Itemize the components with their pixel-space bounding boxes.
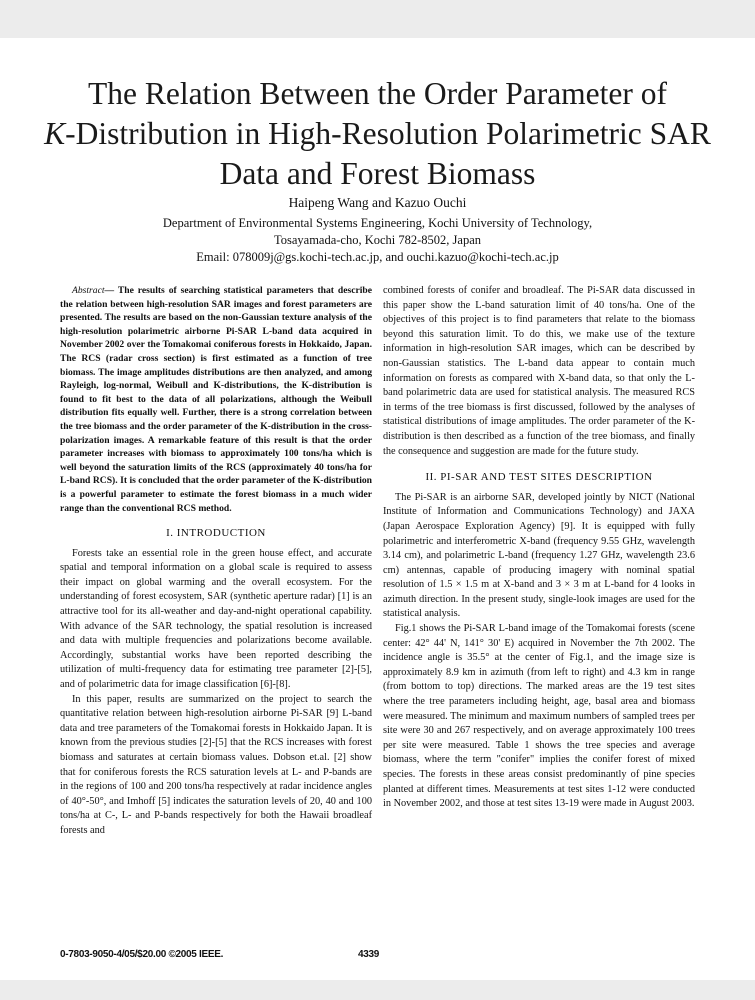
author-department: Department of Environmental Systems Engineering, Kochi University of Technology, xyxy=(162,216,593,230)
page-number: 4339 xyxy=(358,949,380,960)
right-column xyxy=(383,284,695,812)
author-email: Email: 078009j@gs.kochi-tech.ac.jp, and ouchi.kazuo@kochi-tech.ac.jp xyxy=(196,250,559,264)
intro-paragraph-2: In this paper, results are summarized on the project to search the quantitative relation between high-resolution airborne Pi-SAR [9] L-band data and tree parameters of the Tomakomai forests in Hokkaido Japan. It is known from the previous studies [2]-[5] that the RCS increases with forest biomass and saturates at certain biomass values. Dobson et.al. [2] show that for coniferous forests the RCS saturation levels at L- and P-bands are in the regions of 100 and 200 tons/ha respectively at radar incidence angles of 40°-50°, and Imhoff [5] indicates the saturation levels of 20, 40 and 100 tons/ha at C-, L- and P-bands respectively for both the Hawaii broadleaf forests and xyxy=(60,693,372,836)
title-line-3: Data and Forest Biomass xyxy=(219,156,536,191)
paper-page xyxy=(0,38,755,980)
title-line-2-rest: -Distribution in High-Resolution Polarimetric SAR xyxy=(65,116,711,151)
copyright-footer: 0-7803-9050-4/05/$20.00 ©2005 IEEE. xyxy=(60,949,224,960)
section-heading-pi-sar: II. PI-SAR AND TEST SITES DESCRIPTION xyxy=(425,471,653,484)
author-block xyxy=(40,194,715,266)
abstract-text: — The results of searching statistical parameters that describe the relation between high-resolution SAR images and forest parameters are presented. The results are based on the non-Gaussian texture analysis of the high-resolution polarimetric airborne Pi-SAR L-band data acquired in November 2002 over the Tomakomai coniferous forests in Hokkaido, Japan. The RCS (radar cross section) is first estimated as a function of tree biomass. The image amplitudes distributions are then analyzed, and among Rayleigh, log-normal, Weibull and K-distributions, the K-distribution is found to fit best to the data of all polarizations, although the Weibull distribution fits equally well. Further, there is a strong correlation between the tree biomass and the order parameter of the K-distribution in the cross-polarization images. A remarkable feature of this result is that the order parameter increases with biomass to approximately 100 tons/ha which is well beyond the saturation limits of the RCS (approximately 40 tons/ha for L-band RCS). It is concluded that the order parameter of the K-distribution is a powerful parameter to estimate the forest biomass in a much wider range than the conventional RCS method. xyxy=(60,285,372,514)
pisar-paragraph-2: Fig.1 shows the Pi-SAR L-band image of the Tomakomai forests (scene center: 42° 44' N, 141° 30' E) acquired in November the 7th 2002. The incidence angle is 35.5° at the center of Fig.1, and the image size is approximately 8.9 km in azimuth (from left to right) and 4.3 km in range (from bottom to top) directions. The marked areas are the 19 test sites where the tree parameters including height, age, basal area and biomass were measured. The minimum and maximum numbers of sampled trees per site were 30 and 267 respectively, and on average approximately 100 trees per site were measured. Table 1 shows the tree species and average biomass, where the term "conifer" implies the conifer forest of mixed species. The forests in these areas consist predominantly of pine species planted at different times. Measurements at test sites 1-12 were conducted in November 2002, and those at test sites 13-19 were made in August 2003. xyxy=(383,623,695,810)
intro-paragraph-1: Forests take an essential role in the green house effect, and accurate spatial and temporal information on a global scale is required to assess their impact on global warming and the overall ecosystem. For the understanding of forest ecosystem, SAR (synthetic aperture radar) [1] is an attractive tool for its all-weather and day-and-night operational capability. With advance of the SAR technology, the spatial resolution is increased and data with multiple frequencies and polarizations become available. Accordingly, substantial works have been reported describing the utilization of multi-frequency data for estimating tree parameter [2]-[5], and of polarimetric data for image classification [6]-[8]. xyxy=(60,547,372,691)
title-line-2 xyxy=(40,114,715,154)
pisar-paragraph-1: The Pi-SAR is an airborne SAR, developed jointly by NICT (National Institute of Information and Communications Technology) and JAXA (Japan Aerospace Exploration Agency) [9]. It is equipped with fully polarimetric and interferometric X-band (frequency 9.55 GHz, wavelength 3.14 cm), and polarimetric L-band (frequency 1.27 GHz, wavelength 23.6 cm) antennas, capable of producing imagery with nominal spatial resolution of 1.5 × 1.5 m at X-band and 3 × 3 m at L-band for 4 looks in azimuth direction. In the present study, single-look images are used for the statistical analysis. xyxy=(383,491,695,620)
section-heading-introduction: I. INTRODUCTION xyxy=(166,527,266,540)
abstract-label: Abstract xyxy=(72,285,105,296)
title-k-italic: K xyxy=(44,116,66,151)
author-names: Haipeng Wang and Kazuo Ouchi xyxy=(288,195,467,210)
abstract xyxy=(60,284,372,515)
left-column xyxy=(60,284,372,839)
intro-paragraph-continued: combined forests of conifer and broadleaf. The Pi-SAR data discussed in this paper show the L-band saturation limit of 40 tons/ha. One of the objectives of this project is to find parameters that relate to the biomass beyond this saturation limit. To do this, we make use of the texture information in high-resolution SAR images, which can be described by non-Gaussian statistics. The L-band data appear to contain much information on forests as compared with X-band data, so that only the L-band polarimetric data are used for statistical analysis. The measured RCS in terms of the tree biomass is first discussed, followed by the analyses of statistical distributions of image amplitudes. The order parameter of the K-distribution is then described as a function of the tree biomass, and finally the consequence and suggestion are made for the future study. xyxy=(383,285,695,457)
author-address: Tosayamada-cho, Kochi 782-8502, Japan xyxy=(273,233,482,247)
paper-title xyxy=(40,74,715,194)
title-line-1: The Relation Between the Order Parameter of xyxy=(87,76,667,111)
